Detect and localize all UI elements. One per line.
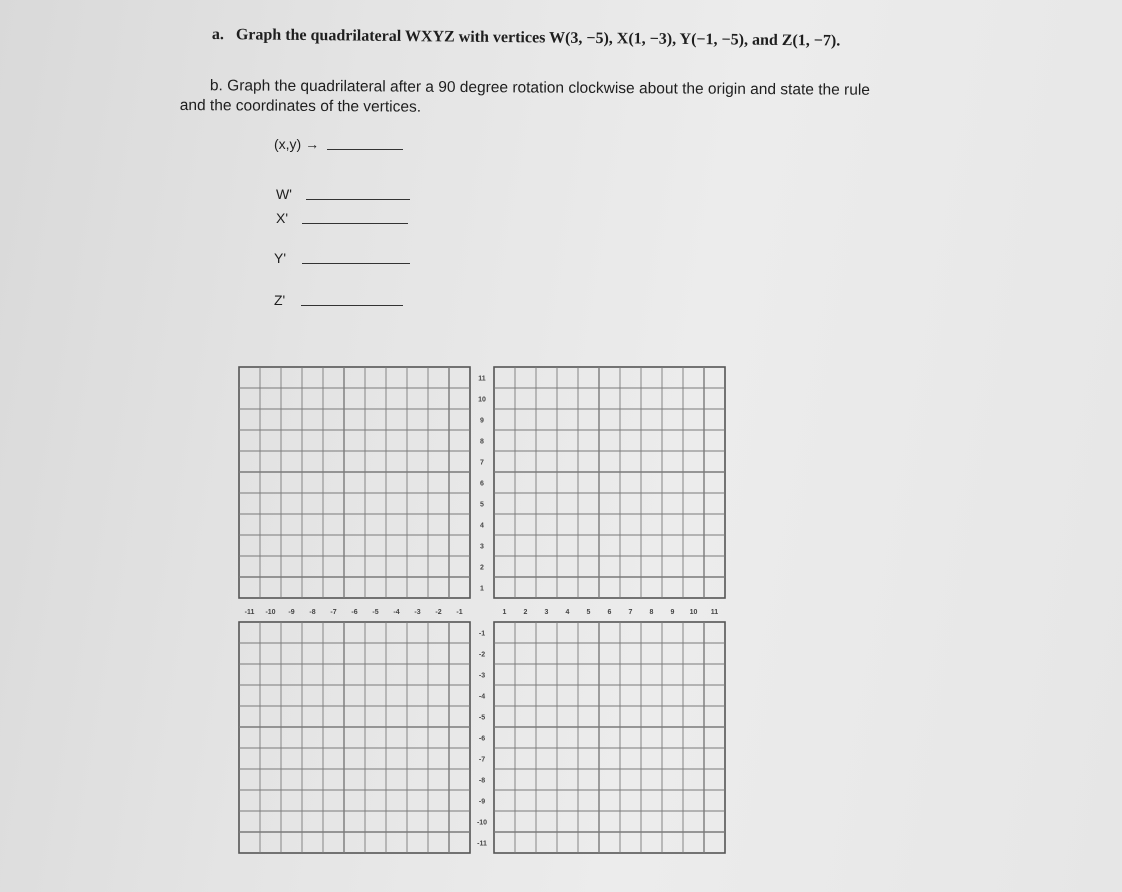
y-tick-label: -3: [478, 672, 486, 680]
y-tick-label: 1: [480, 585, 484, 593]
x-tick-label: -8: [309, 609, 316, 616]
x-tick-label: -2: [435, 609, 442, 616]
quadrant-2-border: [239, 367, 470, 598]
y-tick-label: 7: [480, 459, 484, 467]
vertex-label-z: Z': [274, 292, 286, 308]
x-tick-label: 11: [710, 609, 719, 616]
x-tick-label: 1: [502, 609, 507, 616]
x-tick-label: 2: [523, 609, 528, 616]
x-tick-label: -4: [393, 609, 400, 616]
rule-answer-blank[interactable]: [327, 148, 403, 150]
x-tick-label: -5: [372, 609, 379, 616]
vertex-answer-blank-z[interactable]: [301, 304, 403, 306]
y-tick-label: 11: [478, 375, 486, 383]
y-tick-label: -8: [478, 777, 486, 785]
y-tick-label: 9: [480, 417, 484, 425]
vertex-label-x: X': [276, 210, 289, 226]
y-tick-label: -2: [478, 651, 486, 659]
vertex-row-x: [276, 210, 408, 226]
rule-label: (x,y) →: [274, 136, 320, 152]
x-tick-label: -7: [330, 609, 337, 616]
x-tick-label: -1: [456, 609, 463, 616]
quadrant-3-border: [239, 622, 470, 853]
question-part-b: [180, 76, 1000, 122]
x-tick-label: 10: [689, 609, 698, 616]
x-tick-label: -6: [351, 609, 358, 616]
y-tick-label: -1: [478, 630, 486, 638]
vertex-answer-blank-w[interactable]: [306, 198, 410, 200]
x-tick-label: -11: [244, 609, 255, 616]
part-a-label: a.: [211, 26, 224, 44]
rule-row: [274, 136, 403, 152]
x-tick-label: 6: [607, 609, 612, 616]
y-tick-label: -10: [476, 819, 488, 827]
y-tick-label: -9: [478, 798, 486, 806]
vertex-row-z: [274, 292, 403, 308]
question-part-a: [212, 26, 841, 51]
y-tick-label: 6: [480, 480, 484, 488]
x-tick-label: 5: [586, 609, 591, 616]
vertex-label-y: Y': [274, 250, 287, 266]
x-tick-label: -3: [414, 609, 421, 616]
part-a-text: Graph the quadrilateral WXYZ with vertices W(3, −5), X(1, −3), Y(−1, −5), and Z(1, −7).: [235, 26, 841, 50]
part-b-line-1: b. Graph the quadrilateral after a 90 degree rotation clockwise about the origin and state the rule: [209, 77, 871, 99]
y-tick-label: 10: [478, 396, 486, 404]
vertex-row-w: [276, 186, 410, 202]
x-tick-label: 8: [649, 609, 654, 616]
y-tick-label: -5: [478, 714, 486, 722]
x-tick-label: 3: [544, 609, 549, 616]
x-tick-label: 9: [670, 609, 675, 616]
vertex-answer-blank-y[interactable]: [302, 262, 410, 264]
y-tick-label: 2: [480, 564, 484, 572]
quadrant-4-border: [494, 622, 725, 853]
quadrant-1-border: [494, 367, 725, 598]
x-tick-label: -9: [288, 609, 295, 616]
y-tick-label: -4: [478, 693, 486, 701]
y-tick-label: 5: [480, 501, 484, 509]
vertex-label-w: W': [276, 186, 292, 202]
coordinate-grid[interactable]: [220, 360, 740, 860]
y-tick-label: 3: [480, 543, 484, 551]
y-tick-label: -11: [477, 840, 487, 848]
y-tick-label: 4: [480, 522, 484, 530]
part-b-line-2: and the coordinates of the vertices.: [179, 96, 422, 116]
x-tick-label: 7: [628, 609, 633, 616]
y-tick-label: -6: [478, 735, 486, 743]
x-tick-label: 4: [565, 609, 570, 616]
y-tick-label: 8: [480, 438, 484, 446]
y-tick-label: -7: [478, 756, 486, 764]
vertex-row-y: [274, 250, 410, 266]
vertex-answer-blank-x[interactable]: [302, 222, 408, 224]
x-tick-label: -10: [265, 609, 276, 616]
